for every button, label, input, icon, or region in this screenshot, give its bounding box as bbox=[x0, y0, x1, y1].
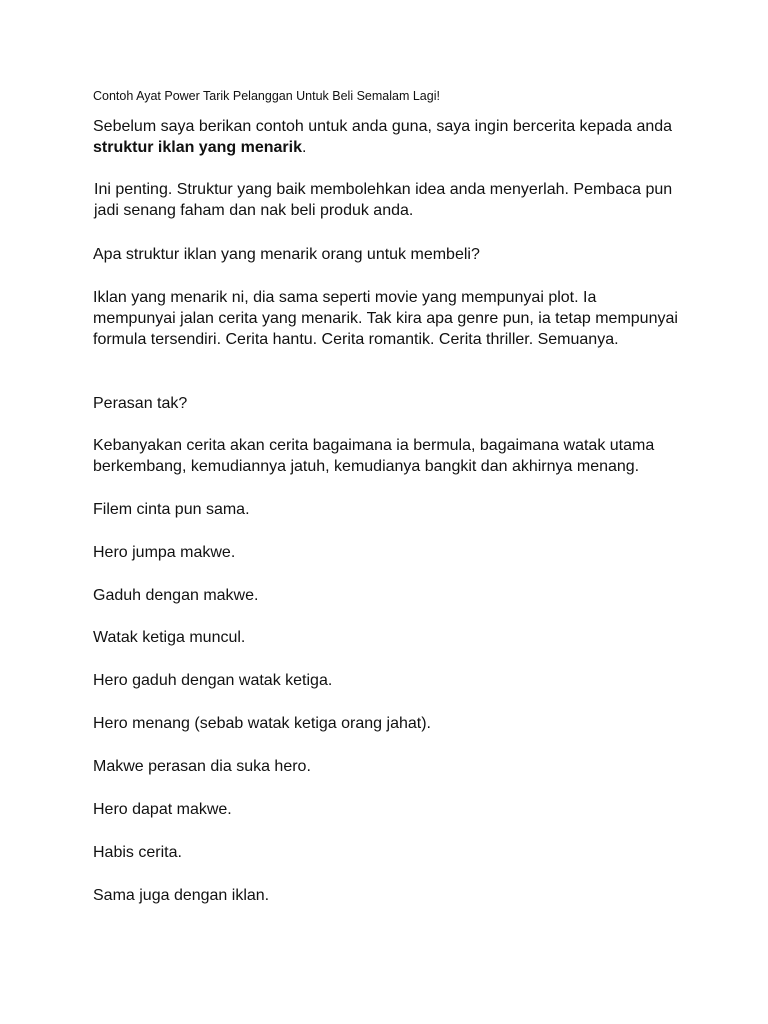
paragraph: Habis cerita. bbox=[93, 844, 182, 861]
paragraph: Hero jumpa makwe. bbox=[93, 544, 236, 561]
paragraph: Apa struktur iklan yang menarik orang untuk membeli? bbox=[93, 246, 480, 263]
intro-text: Sebelum saya berikan contoh untuk anda guna, saya ingin bercerita kepada anda bbox=[93, 118, 673, 135]
intro-period: . bbox=[301, 139, 307, 156]
paragraph: Ini penting. Struktur yang baik membolehkan idea anda menyerlah. Pembaca pun jadi senang faham dan nak beli produk anda. bbox=[94, 181, 673, 219]
paragraph: Makwe perasan dia suka hero. bbox=[93, 758, 311, 775]
paragraph: Gaduh dengan makwe. bbox=[93, 587, 259, 604]
paragraph: Kebanyakan cerita akan cerita bagaimana ia bermula, bagaimana watak utama berkembang, kemudiannya jatuh, kemudianya bangkit dan akhirnya menang. bbox=[93, 437, 655, 475]
paragraph: Hero menang (sebab watak ketiga orang jahat). bbox=[93, 715, 431, 732]
paragraph: Hero dapat makwe. bbox=[93, 801, 232, 818]
paragraph: Sama juga dengan iklan. bbox=[93, 887, 270, 904]
paragraph: Hero gaduh dengan watak ketiga. bbox=[93, 672, 333, 689]
paragraph: Watak ketiga muncul. bbox=[93, 629, 246, 646]
paragraph: Perasan tak? bbox=[93, 395, 188, 412]
paragraph: Filem cinta pun sama. bbox=[93, 501, 250, 518]
intro-bold-text: struktur iklan yang menarik bbox=[93, 139, 302, 156]
paragraph-intro bbox=[93, 116, 683, 158]
document-title: Contoh Ayat Power Tarik Pelanggan Untuk Beli Semalam Lagi! bbox=[93, 89, 440, 103]
paragraph: Iklan yang menarik ni, dia sama seperti movie yang mempunyai plot. Ia mempunyai jalan cerita yang menarik. Tak kira apa genre pun, ia tetap mempunyai formula tersendiri. Cerita hantu. Cerita romantik. Cerita thriller. Semuanya. bbox=[93, 289, 678, 348]
